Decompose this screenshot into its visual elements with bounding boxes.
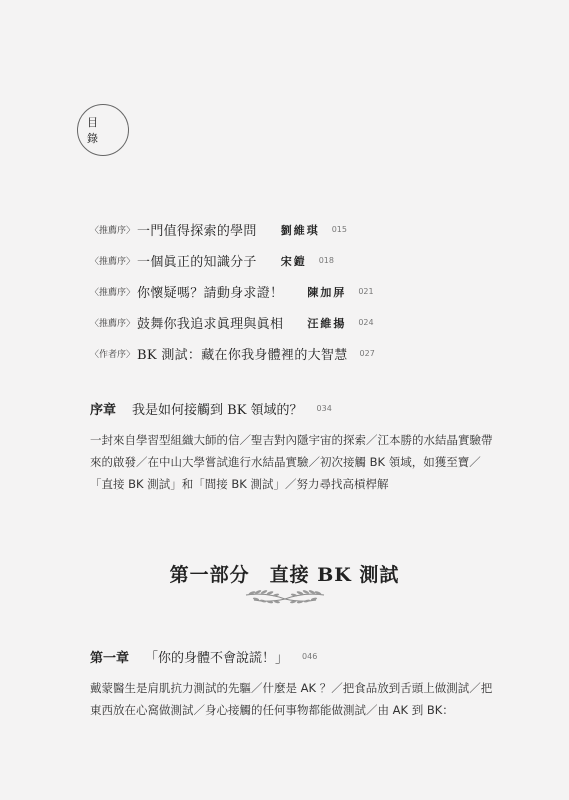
toc-badge-text: 目 錄 bbox=[87, 116, 107, 145]
entry-author: 陳加屏 bbox=[307, 285, 347, 299]
entry-title: 一門值得探索的學問 bbox=[137, 224, 257, 239]
entry-tag: 〈推薦序〉 bbox=[90, 257, 136, 267]
entry-page-number: 018 bbox=[318, 256, 334, 265]
entry-author: 汪維揚 bbox=[307, 316, 347, 330]
chapter-one-heading[interactable] bbox=[90, 647, 510, 666]
part-one-title: 第一部分 直接 BK 測試 bbox=[169, 564, 400, 586]
prologue-page-number: 034 bbox=[316, 404, 332, 413]
entry-title: 鼓舞你我追求眞理與眞相 bbox=[137, 317, 284, 332]
chapter-one-page-number: 046 bbox=[302, 652, 318, 661]
prologue-summary: 一封來自學習型組織大師的信／聖吉對內隱宇宙的探索／江本勝的水結晶實驗帶來的啟發／在中山大學嘗試進行水結晶實驗／初次接觸 BK 領域，如獲至寶／「直接 BK 測試」和「間接 BK 測試」／努力尋找高槓桿解 bbox=[90, 433, 493, 491]
entry-tag: 〈推薦序〉 bbox=[90, 319, 136, 329]
entry-tag: 〈推薦序〉 bbox=[90, 226, 136, 236]
entry-page-number: 015 bbox=[331, 225, 347, 234]
laurel-ornament-icon bbox=[244, 587, 326, 609]
entry-author: 宋鎧 bbox=[280, 254, 307, 268]
toc-entry[interactable] bbox=[90, 338, 510, 369]
chapter-one-summary: 戴蒙醫生是肩肌抗力測試的先驅／什麼是 AK ？／把食品放到舌頭上做測試／把東西放在心窩做測試／身心接觸的任何事物都能做測試／由 AK 到 BK： bbox=[90, 681, 493, 717]
prologue-label: 序章 bbox=[90, 403, 117, 418]
toc-badge bbox=[77, 104, 129, 156]
entry-page-number: 021 bbox=[358, 287, 374, 296]
prologue-heading[interactable] bbox=[90, 399, 510, 418]
toc-entry[interactable] bbox=[90, 214, 510, 245]
entry-tag: 〈推薦序〉 bbox=[90, 288, 136, 298]
entry-page-number: 024 bbox=[358, 318, 374, 327]
entry-title: 一個眞正的知識分子 bbox=[137, 255, 257, 270]
toc-entry[interactable] bbox=[90, 245, 510, 276]
entry-page-number: 027 bbox=[359, 349, 375, 358]
chapter-one-title: 「你的身體不會說謊！」 bbox=[145, 651, 289, 666]
chapter-one-label: 第一章 bbox=[90, 651, 130, 666]
entry-author: 劉維琪 bbox=[280, 223, 320, 237]
toc-entry[interactable] bbox=[90, 307, 510, 338]
entry-title: 你懷疑嗎？請動身求證！ bbox=[137, 286, 284, 301]
preface-list bbox=[90, 214, 510, 369]
entry-tag: 〈作者序〉 bbox=[90, 350, 136, 360]
entry-title: BK 測試：藏在你我身體裡的大智慧 bbox=[137, 348, 348, 363]
prologue-title: 我是如何接觸到 BK 領域的？ bbox=[132, 403, 303, 418]
toc-entry[interactable] bbox=[90, 276, 510, 307]
